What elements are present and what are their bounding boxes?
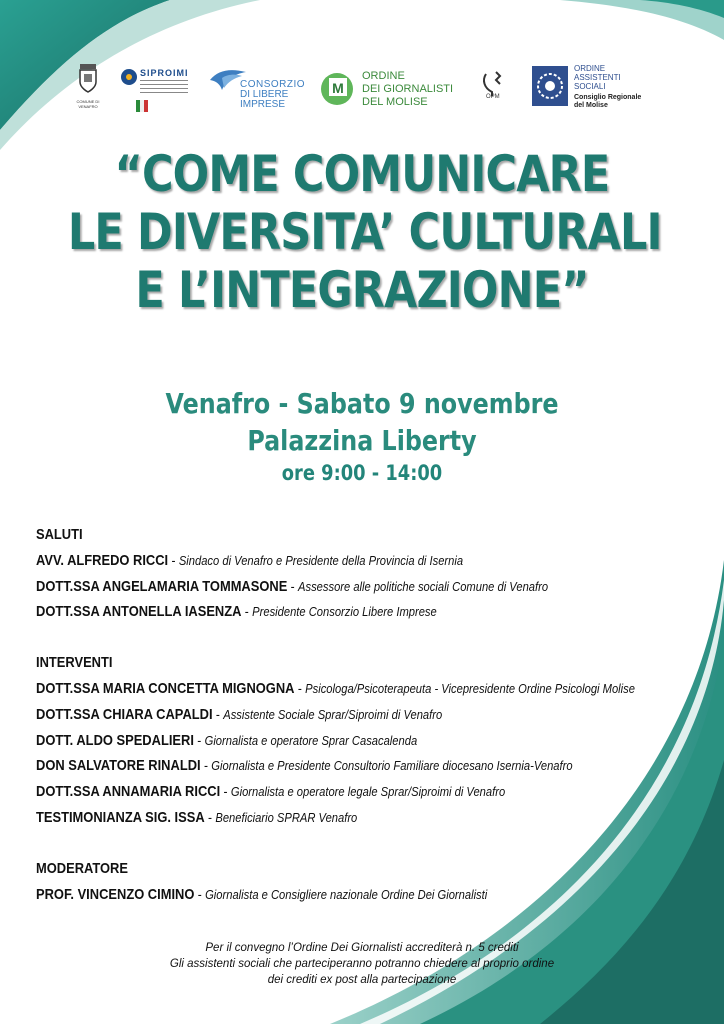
as-emblem-icon	[532, 66, 568, 106]
program-row: PROF. VINCENZO CIMINO - Giornalista e Consigliere nazionale Ordine Dei Giornalisti	[36, 885, 488, 903]
speaker-role: Sindaco di Venafro e Presidente della Provincia di Isernia	[178, 552, 464, 568]
og-line3: DEL MOLISE	[362, 96, 428, 108]
logos-row	[70, 62, 660, 120]
event-place-date: Venafro - Sabato 9 novembre	[165, 387, 559, 420]
speaker-role: Giornalista e Consigliere nazionale Ordine Dei Giornalisti	[205, 886, 488, 902]
speaker-name: DOTT. ALDO SPEDALIERI	[36, 731, 194, 749]
speaker-name: PROF. VINCENZO CIMINO	[36, 885, 195, 903]
consorzio-line1: CONSORZIO	[240, 79, 306, 90]
title-line-3: E L’INTEGRAZIONE”	[135, 261, 589, 319]
program-row: AVV. ALFREDO RICCI - Sindaco di Venafro e Presidente della Provincia di Isernia	[36, 551, 464, 569]
program-row: DOTT.SSA CHIARA CAPALDI - Assistente Sociale Sprar/Siproimi di Venafro	[36, 705, 443, 723]
speaker-role: Giornalista e operatore Sprar Casacalenda	[204, 732, 418, 748]
saluti-heading: SALUTI	[36, 526, 83, 543]
title-line-1: “COME COMUNICARE	[114, 145, 610, 203]
consorzio-line3: IMPRESE	[240, 99, 286, 110]
opm-logo	[472, 70, 516, 110]
program-row: DOTT. ALDO SPEDALIERI - Giornalista e operatore Sprar Casacalenda	[36, 731, 418, 749]
event-info	[60, 385, 664, 487]
siproimi-dots-icon	[120, 68, 138, 86]
speaker-role: Presidente Consorzio Libere Imprese	[252, 604, 437, 620]
speaker-name: DON SALVATORE RINALDI	[36, 757, 201, 775]
speaker-role: Giornalista e Presidente Consultorio Familiare diocesano Isernia-Venafro	[211, 758, 573, 774]
interventi-heading: INTERVENTI	[36, 654, 113, 672]
opm-label: OPM	[486, 94, 500, 100]
consorzio-line2: DI LIBERE	[240, 89, 289, 100]
coat-of-arms-icon	[77, 62, 99, 94]
program-row: DOTT.SSA MARIA CONCETTA MIGNOGNA - Psicologa/Psicoterapeuta - Vicepresidente Ordine Psicologi Molise	[36, 679, 635, 697]
ordine-giornalisti-logo	[320, 68, 460, 112]
program-row: DOTT.SSA ANGELAMARIA TOMMASONE - Assessore alle politiche sociali Comune di Venafro	[36, 577, 549, 595]
comune-venafro-logo	[76, 62, 100, 109]
consorzio-logo	[208, 66, 304, 112]
program	[36, 522, 696, 907]
comune-venafro-label: COMUNE DI VENAFRO	[76, 99, 100, 109]
og-line1: ORDINE	[362, 70, 405, 82]
speaker-role: Giornalista e operatore legale Sprar/Siproimi di Venafro	[230, 784, 506, 800]
event-title	[67, 145, 662, 319]
og-m-icon	[320, 72, 354, 106]
speaker-name: DOTT.SSA ANNAMARIA RICCI	[36, 783, 221, 801]
og-line2: DEI GIORNALISTI	[362, 83, 454, 95]
siproimi-small-text	[140, 80, 188, 96]
credits-line-1: Per il convegno l’Ordine Dei Giornalisti accrediterà n. 5 crediti	[205, 942, 519, 954]
speaker-role: Psicologa/Psicoterapeuta - Vicepresidente Ordine Psicologi Molise	[305, 680, 635, 696]
speaker-name: AVV. ALFREDO RICCI	[36, 551, 169, 569]
speaker-name: TESTIMONIANZA SIG. ISSA	[36, 808, 205, 826]
title-line-2: LE DIVERSITA’ CULTURALI	[67, 203, 662, 261]
as-line1: ORDINE	[574, 64, 606, 73]
program-row: DOTT.SSA ANNAMARIA RICCI - Giornalista e operatore legale Sprar/Siproimi di Venafro	[36, 783, 506, 801]
speaker-role: Assistente Sociale Sprar/Siproimi di Venafro	[223, 706, 443, 722]
siproimi-label: SIPROIMI	[140, 68, 189, 78]
program-row: TESTIMONIANZA SIG. ISSA - Beneficiario SPRAR Venafro	[36, 808, 358, 826]
as-line2: ASSISTENTI	[574, 73, 621, 82]
speaker-name: DOTT.SSA ANTONELLA IASENZA	[36, 603, 242, 621]
event-time: ore 9:00 - 14:00	[281, 461, 443, 485]
event-venue: Palazzina Liberty	[247, 424, 477, 457]
credits-note	[160, 940, 564, 988]
speaker-name: DOTT.SSA CHIARA CAPALDI	[36, 705, 213, 723]
credits-line-3: dei crediti ex post alla partecipazione	[267, 974, 457, 986]
speaker-role: Assessore alle politiche sociali Comune di Venafro	[298, 578, 549, 594]
speaker-role: Beneficiario SPRAR Venafro	[215, 809, 358, 825]
assistenti-sociali-logo	[532, 64, 660, 118]
as-line5: del Molise	[574, 102, 608, 109]
program-row: DON SALVATORE RINALDI - Giornalista e Presidente Consultorio Familiare diocesano Isernia-Venafro	[36, 757, 573, 775]
as-line3: SOCIALI	[574, 82, 606, 91]
credits-line-2: Gli assistenti sociali che parteciperanno potranno chiedere al proprio ordine	[169, 958, 555, 970]
program-row: DOTT.SSA ANTONELLA IASENZA - Presidente Consorzio Libere Imprese	[36, 603, 437, 621]
svg-text:M: M	[332, 80, 344, 96]
as-line4: Consiglio Regionale	[574, 94, 642, 101]
speaker-name: DOTT.SSA ANGELAMARIA TOMMASONE	[36, 577, 288, 595]
ministry-emblem-icon	[136, 100, 150, 112]
speaker-name: DOTT.SSA MARIA CONCETTA MIGNOGNA	[36, 679, 295, 697]
moderatore-heading: MODERATORE	[36, 859, 128, 877]
